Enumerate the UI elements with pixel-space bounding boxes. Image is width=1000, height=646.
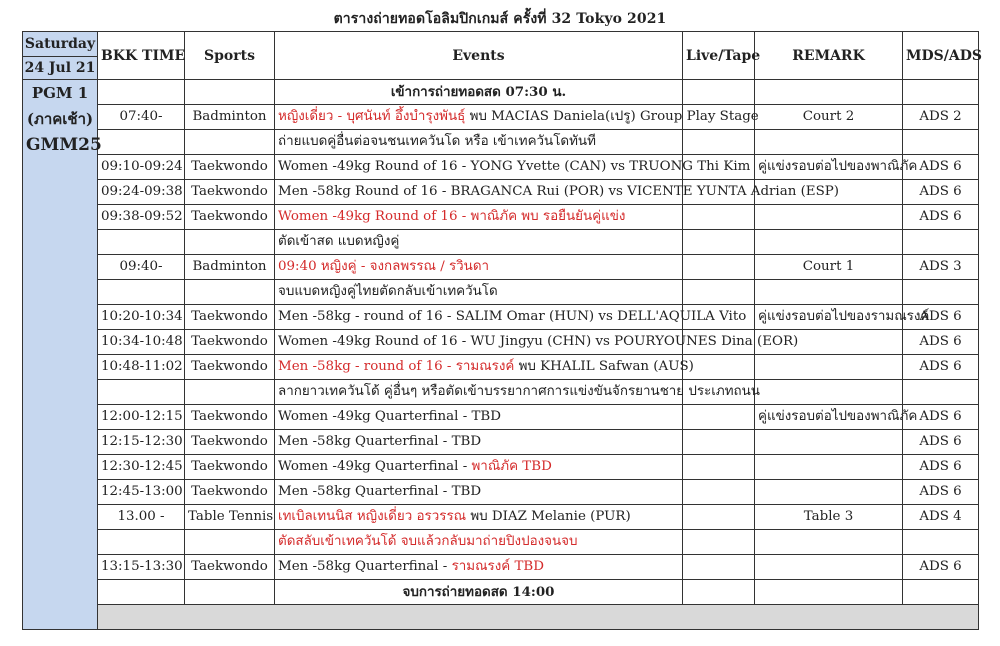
event-highlight: Women -49kg Round of 16 - พาณิภัค พบ รอยืนยันคู่แข่ง bbox=[278, 209, 626, 224]
live-tape-cell bbox=[683, 205, 755, 230]
live-tape-cell bbox=[683, 230, 755, 255]
sport-cell: Taekwondo bbox=[185, 455, 275, 480]
sport-cell: Taekwondo bbox=[185, 305, 275, 330]
event-text: Men -58kg - round of 16 - SALIM Omar (HUN) vs DELL'AQUILA Vito bbox=[278, 309, 747, 324]
period-label: (ภาคเช้า) bbox=[26, 110, 94, 128]
header-live-tape: Live/Tape bbox=[683, 32, 755, 80]
remark-cell bbox=[755, 230, 903, 255]
ads-cell: ADS 2 bbox=[903, 105, 979, 130]
time-cell: 13.00 - bbox=[98, 505, 185, 530]
footer-cell bbox=[98, 605, 979, 630]
ads-cell: ADS 4 bbox=[903, 505, 979, 530]
event-cell bbox=[275, 455, 683, 480]
event-text: ถ่ายแบดคู่อื่นต่อจนชนเทควันโด หรือ เข้าเทควันโดทันที bbox=[278, 134, 596, 149]
time-cell: 09:40- bbox=[98, 255, 185, 280]
event-cell bbox=[275, 430, 683, 455]
table-row bbox=[23, 355, 979, 380]
time-cell: 12:45-13:00 bbox=[98, 480, 185, 505]
header-bkk-time: BKK TIME bbox=[98, 32, 185, 80]
table-row bbox=[23, 555, 979, 580]
sport-cell: Taekwondo bbox=[185, 330, 275, 355]
time-cell bbox=[98, 130, 185, 155]
event-text: Men -58kg Quarterfinal - TBD bbox=[278, 484, 482, 499]
sport-cell: Taekwondo bbox=[185, 180, 275, 205]
sport-cell bbox=[185, 380, 275, 405]
event-cell bbox=[275, 330, 799, 355]
table-row bbox=[23, 405, 979, 430]
header-row bbox=[23, 32, 979, 80]
event-highlight: หญิงเดี่ยว - บุศนันท์ อึ้งบำรุงพันธ์ุ bbox=[278, 109, 466, 124]
ads-cell: ADS 6 bbox=[903, 480, 979, 505]
remark-cell: คู่แข่งรอบต่อไปของรามณรงค์ bbox=[755, 305, 903, 330]
event-cell bbox=[275, 205, 683, 230]
ads-cell: ADS 6 bbox=[903, 205, 979, 230]
time-cell: 09:24-09:38 bbox=[98, 180, 185, 205]
table-row bbox=[23, 180, 979, 205]
event-cell bbox=[275, 255, 683, 280]
time-cell bbox=[98, 230, 185, 255]
event-text: ลากยาวเทควันโด้ คู่อื่นๆ หรือตัดเข้าบรรยากาศการแข่งขันจักรยานชาย ประเภทถนน bbox=[278, 384, 760, 399]
live-tape-cell bbox=[683, 530, 755, 555]
sport-cell: Taekwondo bbox=[185, 155, 275, 180]
event-text: พบ MACIAS Daniela(เปรู) Group Play Stage bbox=[465, 109, 759, 124]
remark-cell bbox=[755, 280, 903, 305]
ads-cell: ADS 6 bbox=[903, 430, 979, 455]
table-row bbox=[23, 430, 979, 455]
live-tape-cell bbox=[683, 405, 755, 430]
event-text: พบ DIAZ Melanie (PUR) bbox=[466, 509, 631, 524]
table-row bbox=[23, 480, 979, 505]
header-remark: REMARK bbox=[755, 32, 903, 80]
sport-cell: Taekwondo bbox=[185, 405, 275, 430]
event-cell bbox=[275, 155, 751, 180]
header-mds-ads: MDS/ADS bbox=[903, 32, 979, 80]
live-tape-cell bbox=[683, 255, 755, 280]
ads-cell: ADS 3 bbox=[903, 255, 979, 280]
event-cell: จบการถ่ายทอดสด 14:00 bbox=[275, 580, 683, 605]
time-cell bbox=[98, 280, 185, 305]
event-cell bbox=[275, 380, 760, 405]
time-cell: 07:40- bbox=[98, 105, 185, 130]
sport-cell bbox=[185, 580, 275, 605]
header-day-date: 24 Jul 21 bbox=[24, 60, 96, 76]
event-text: จบแบดหญิงคู่ไทยตัดกลับเข้าเทควันโด bbox=[278, 284, 498, 299]
table-row bbox=[23, 255, 979, 280]
sport-cell bbox=[185, 230, 275, 255]
event-cell: เข้าการถ่ายทอดสด 07:30 น. bbox=[275, 80, 683, 105]
header-sports: Sports bbox=[185, 32, 275, 80]
schedule-table bbox=[22, 31, 982, 630]
ads-cell bbox=[903, 130, 979, 155]
table-row bbox=[23, 155, 979, 180]
header-events: Events bbox=[275, 32, 683, 80]
time-cell: 13:15-13:30 bbox=[98, 555, 185, 580]
sport-cell: Badminton bbox=[185, 255, 275, 280]
table-row bbox=[23, 130, 979, 155]
time-cell: 10:20-10:34 bbox=[98, 305, 185, 330]
remark-cell bbox=[755, 455, 903, 480]
event-cell bbox=[275, 230, 683, 255]
live-tape-cell bbox=[683, 580, 755, 605]
event-text: ตัดเข้าสด แบดหญิงคู่ bbox=[278, 234, 400, 249]
sport-cell: Taekwondo bbox=[185, 430, 275, 455]
ads-cell: ADS 6 bbox=[903, 455, 979, 480]
ads-cell: ADS 6 bbox=[903, 405, 979, 430]
event-text: Women -49kg Quarterfinal - bbox=[278, 459, 472, 474]
time-cell: 12:00-12:15 bbox=[98, 405, 185, 430]
time-cell: 09:38-09:52 bbox=[98, 205, 185, 230]
ads-cell bbox=[903, 280, 979, 305]
sport-cell: Badminton bbox=[185, 105, 275, 130]
event-text: Men -58kg Round of 16 - BRAGANCA Rui (POR) vs VICENTE YUNTA Adrian (ESP) bbox=[278, 184, 839, 199]
ads-cell: ADS 6 bbox=[903, 355, 979, 380]
event-cell bbox=[275, 480, 683, 505]
event-text: Women -49kg Quarterfinal - TBD bbox=[278, 409, 501, 424]
time-cell bbox=[98, 530, 185, 555]
header-day-name: Saturday bbox=[23, 32, 97, 57]
time-cell: 09:10-09:24 bbox=[98, 155, 185, 180]
remark-cell: Table 3 bbox=[755, 505, 903, 530]
remark-cell: Court 2 bbox=[755, 105, 903, 130]
table-row bbox=[23, 380, 979, 405]
remark-cell: คู่แข่งรอบต่อไปของพาณิภัค bbox=[755, 155, 903, 180]
table-row bbox=[23, 105, 979, 130]
event-text: Women -49kg Round of 16 - WU Jingyu (CHN) vs POURYOUNES Dina (EOR) bbox=[278, 334, 799, 349]
table-row bbox=[23, 455, 979, 480]
event-text: พบ KHALIL Safwan (AUS) bbox=[514, 359, 694, 374]
table-row bbox=[23, 80, 979, 105]
ads-cell: ADS 6 bbox=[903, 180, 979, 205]
event-cell bbox=[275, 180, 839, 205]
time-cell bbox=[98, 580, 185, 605]
ads-cell: ADS 6 bbox=[903, 555, 979, 580]
event-cell bbox=[275, 105, 759, 130]
sport-cell: Taekwondo bbox=[185, 480, 275, 505]
remark-cell bbox=[755, 130, 903, 155]
ads-cell bbox=[903, 380, 979, 405]
event-cell bbox=[275, 505, 683, 530]
table-row bbox=[23, 580, 979, 605]
footer-row bbox=[23, 605, 979, 630]
live-tape-cell bbox=[683, 555, 755, 580]
sport-cell bbox=[185, 530, 275, 555]
event-cell bbox=[275, 555, 683, 580]
event-cell bbox=[275, 305, 747, 330]
sport-cell bbox=[185, 280, 275, 305]
event-highlight: พาณิภัค TBD bbox=[471, 459, 552, 474]
remark-cell bbox=[755, 580, 903, 605]
table-row bbox=[23, 530, 979, 555]
ads-cell bbox=[903, 530, 979, 555]
live-tape-cell bbox=[683, 280, 755, 305]
table-row bbox=[23, 305, 979, 330]
table-row bbox=[23, 505, 979, 530]
ads-cell: ADS 6 bbox=[903, 155, 979, 180]
remark-cell bbox=[755, 530, 903, 555]
event-cell bbox=[275, 405, 683, 430]
pgm-label: PGM 1 bbox=[31, 84, 89, 102]
remark-cell bbox=[755, 480, 903, 505]
remark-cell bbox=[755, 355, 903, 380]
ads-cell bbox=[903, 230, 979, 255]
ads-cell: ADS 6 bbox=[903, 330, 979, 355]
event-cell bbox=[275, 530, 683, 555]
event-text: Men -58kg Quarterfinal - bbox=[278, 559, 452, 574]
table-row bbox=[23, 280, 979, 305]
event-highlight: เทเบิลเทนนิส หญิงเดี่ยว อรวรรณ bbox=[278, 509, 467, 524]
time-cell: 12:30-12:45 bbox=[98, 455, 185, 480]
sport-cell: Table Tennis bbox=[185, 505, 275, 530]
time-cell: 10:34-10:48 bbox=[98, 330, 185, 355]
live-tape-cell bbox=[683, 430, 755, 455]
event-cell bbox=[275, 355, 694, 380]
table-row bbox=[23, 205, 979, 230]
live-tape-cell bbox=[683, 130, 755, 155]
sport-cell: Taekwondo bbox=[185, 355, 275, 380]
remark-cell: คู่แข่งรอบต่อไปของพาณิภัค bbox=[755, 405, 903, 430]
event-text: Men -58kg Quarterfinal - TBD bbox=[278, 434, 482, 449]
ads-cell bbox=[903, 580, 979, 605]
remark-cell bbox=[755, 205, 903, 230]
sport-cell: Taekwondo bbox=[185, 205, 275, 230]
sport-cell: Taekwondo bbox=[185, 555, 275, 580]
event-cell bbox=[275, 280, 683, 305]
remark-cell: Court 1 bbox=[755, 255, 903, 280]
event-highlight: Men -58kg - round of 16 - รามณรงค์ bbox=[278, 359, 515, 374]
ads-cell: ADS 6 bbox=[903, 305, 979, 330]
live-tape-cell bbox=[683, 505, 755, 530]
event-highlight: 09:40 หญิงคู่ - จงกลพรรณ / รวินดา bbox=[278, 259, 490, 274]
event-highlight: รามณรงค์ TBD bbox=[451, 559, 544, 574]
header-day bbox=[23, 32, 98, 80]
remark-cell bbox=[755, 555, 903, 580]
event-text: Women -49kg Round of 16 - YONG Yvette (CAN) vs TRUONG Thi Kim bbox=[278, 159, 751, 174]
time-cell: 12:15-12:30 bbox=[98, 430, 185, 455]
table-row bbox=[23, 230, 979, 255]
live-tape-cell bbox=[683, 480, 755, 505]
sport-cell bbox=[185, 130, 275, 155]
remark-cell bbox=[755, 430, 903, 455]
channel-label bbox=[23, 80, 102, 630]
page-title: ตารางถ่ายทอดโอลิมปิกเกมส์ ครั้งที่ 32 Tokyo 2021 bbox=[333, 11, 667, 27]
live-tape-cell bbox=[683, 455, 755, 480]
remark-cell bbox=[755, 380, 903, 405]
event-cell bbox=[275, 130, 683, 155]
event-highlight: ตัดสลับเข้าเทควันโด้ จบแล้วกลับมาถ่ายปิงปองจนจบ bbox=[278, 534, 578, 549]
time-cell: 10:48-11:02 bbox=[98, 355, 185, 380]
channel-name: GMM25 bbox=[26, 135, 102, 155]
table-row bbox=[23, 330, 979, 355]
time-cell bbox=[98, 380, 185, 405]
